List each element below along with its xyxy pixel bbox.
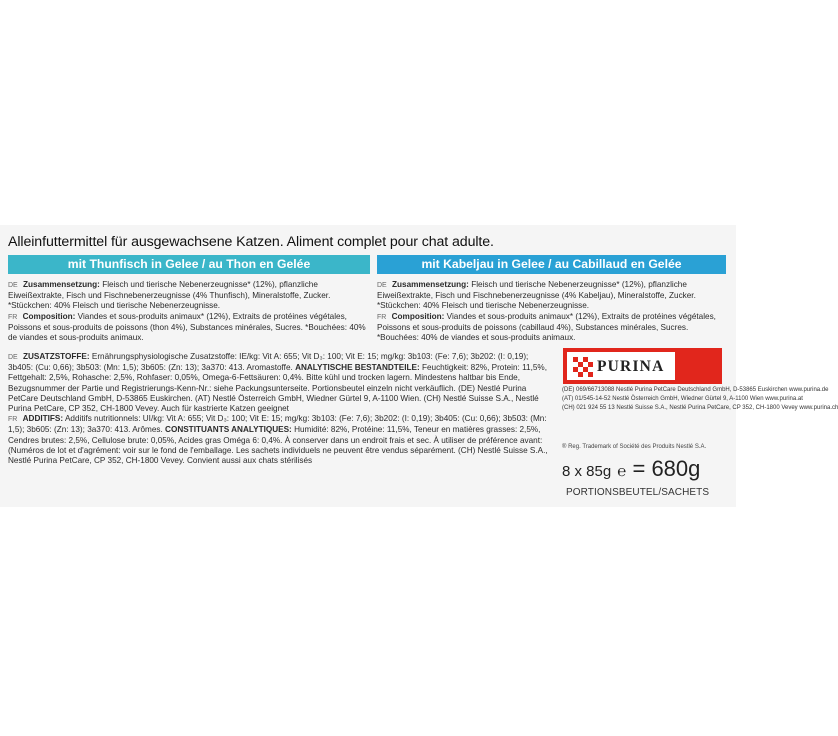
net-quantity — [562, 456, 732, 482]
variant-band-cod: mit Kabeljau in Gelee / au Cabillaud en Gelée — [377, 255, 726, 274]
checkerboard-icon — [573, 357, 593, 377]
composition-text-de: Fleisch und tierische Nebenerzeugnisse* (12%), pflanzliche Eiweißextrakte, Fisch und Fischnebenerzeugnisse (4% Kabeljau), Mineralstoffe, Zucker. *Stückchen: 40% Fleisch und tierische Nebenerzeugnisse. — [377, 280, 696, 311]
composition-cod-fr — [377, 312, 726, 344]
composition-label-fr: Composition: — [391, 311, 445, 321]
composition-cod-de — [377, 280, 726, 312]
brand-name: PURINA — [597, 358, 665, 375]
additives-text-de: Ernährungsphysiologische Zusatzstoffe: IE/kg: Vit A: 655; Vit D₃: 100; Vit E: 15; mg/kg: 3b103: (Fe: 7,6); 3b202: (I: 0,19); 3b405: (Cu: 0,66); 3b503: (Mn: 1,5); 3b605: (Zn: 13); 3a370: 413. Aromastoffe. — [8, 352, 529, 373]
composition-cod — [377, 280, 726, 346]
purina-logo-badge — [566, 351, 676, 381]
additives-fr — [8, 414, 554, 466]
additives-label-de: ZUSATZSTOFFE: — [23, 352, 90, 361]
composition-text-fr: Viandes et sous-produits animaux* (12%), Extraits de protéines végétales, Poissons et sous-produits de poissons (thon 4%), Substances minérales, Sucres. *Bouchées: 40% de viandes et sous-produits animaux. — [8, 311, 366, 343]
additives-label-fr: ADDITIFS: — [22, 414, 64, 424]
contact-addresses — [562, 387, 838, 413]
address-ch: (CH) 021 924 55 13 Nestlé Suisse S.A., Nestlé Purina PetCare, CP 352, CH-1800 Vevey www.purina.ch — [562, 404, 838, 411]
total-weight: = 680g — [632, 456, 701, 481]
analysis-text-de: Feuchtigkeit: 82%, Protein: 11,5%, Fettgehalt: 2,5%, Rohasche: 2,5%, Rohfaser: 0,05%, Omega-6-Fettsäuren: 0,4%. Bitte kühl und trocken lagern. Mindestens haltbar bis Ende, Bezugsnummer der Partie und Registrierungs-Kenn-Nr.: siehe Packungsunterseite. Portionsbeutel einzeln nicht verkäuflich. (DE) Nestlé Purina PetCare Deutschland GmbH, D-53865 Euskirchen. (AT) Nestlé Österreich GmbH, Wiedner Gürtel 9, A-1100 Wien. (CH) Nestlé Suisse S.A., Nestlé Purina PetCare, CP 352, CH-1800 Vevey. Auch für kastrierte Katzen geeignet — [8, 363, 547, 414]
purina-logo — [563, 348, 722, 384]
pack-count: 8 x 85g — [562, 463, 612, 480]
address-de: (DE) 069/66713088 Nestlé Purina PetCare Deutschland GmbH, D-53865 Euskirchen www.purina.de — [562, 387, 829, 393]
estimated-sign-icon: ℮ — [617, 463, 627, 480]
composition-tuna — [8, 280, 370, 346]
portions-label: PORTIONSBEUTEL/SACHETS — [566, 487, 710, 498]
trademark-note: ® Reg. Trademark of Société des Produits Nestlé S.A. — [562, 444, 707, 450]
additives-de — [8, 352, 554, 414]
analysis-text-fr: Humidité: 82%, Protéine: 11,5%, Teneur en matières grasses: 2,5%, Cendres brutes: 2,5%, Cellulose brute: 0,05%, Acides gras Oméga 6: 0,4%. À conserver dans un endroit frais et sec. À utiliser de préférence avant: (Numéros de lot et d'agrément: voir sur le fond de l'emballage. Les sachets individuels ne peuvent être vendus séparément. (CH) Nestlé Suisse S.A., Nestlé Purina PetCare, CP 352, CH-1800 Vevey. Convient aussi aux chats stérilisés — [8, 425, 548, 466]
product-headline: Alleinfuttermittel für ausgewachsene Katzen. Aliment complet pour chat adulte. — [8, 234, 494, 250]
composition-tuna-fr — [8, 312, 370, 344]
composition-label-de: Zusammensetzung: — [392, 280, 469, 289]
composition-tuna-de — [8, 280, 370, 312]
flag-de-icon: DE — [8, 354, 18, 361]
flag-fr-icon: FR — [8, 313, 18, 321]
additives-text-fr: Additifs nutritionnels: UI/kg: Vit A: 655; Vit D₃: 100; Vit E: 15; mg/kg: 3b103: (Fe: 7,6); 3b202: (I: 0,19); 3b405: (Cu: 0,66); 3b503: (Mn: 1,5); 3b605: (Zn: 13); 3a370: 413. Arômes. — [8, 414, 547, 435]
composition-label-fr: Composition: — [22, 311, 76, 321]
composition-label-de: Zusammensetzung: — [23, 280, 100, 289]
flag-de-icon: DE — [8, 282, 18, 289]
address-at: (AT) 01/545-14-52 Nestlé Österreich GmbH, Wiedner Gürtel 9, A-1100 Wien www.purina.at — [562, 395, 803, 402]
analysis-label-fr: CONSTITUANTS ANALYTIQUES: — [165, 425, 292, 435]
variant-band-tuna: mit Thunfisch in Gelee / au Thon en Gelée — [8, 255, 370, 274]
composition-text-de: Fleisch und tierische Nebenerzeugnisse* (12%), pflanzliche Eiweißextrakte, Fisch und Fischnebenerzeugnisse (4% Thunfisch), Mineralstoffe, Zucker. *Stückchen: 40% Fleisch und tierische Nebenerzeugnisse. — [8, 280, 331, 311]
composition-text-fr: Viandes et sous-produits animaux* (12%), Extraits de protéines végétales, Poissons et sous-produits de poissons (cabillaud 4%), Substances minérales, Sucres. *Bouchées: 40% de viandes et sous-produits animaux. — [377, 311, 716, 343]
analysis-label-de: ANALYTISCHE BESTANDTEILE: — [295, 363, 420, 373]
flag-de-icon: DE — [377, 282, 387, 289]
additives-section — [8, 352, 554, 482]
flag-fr-icon: FR — [8, 416, 18, 424]
flag-fr-icon: FR — [377, 313, 387, 321]
